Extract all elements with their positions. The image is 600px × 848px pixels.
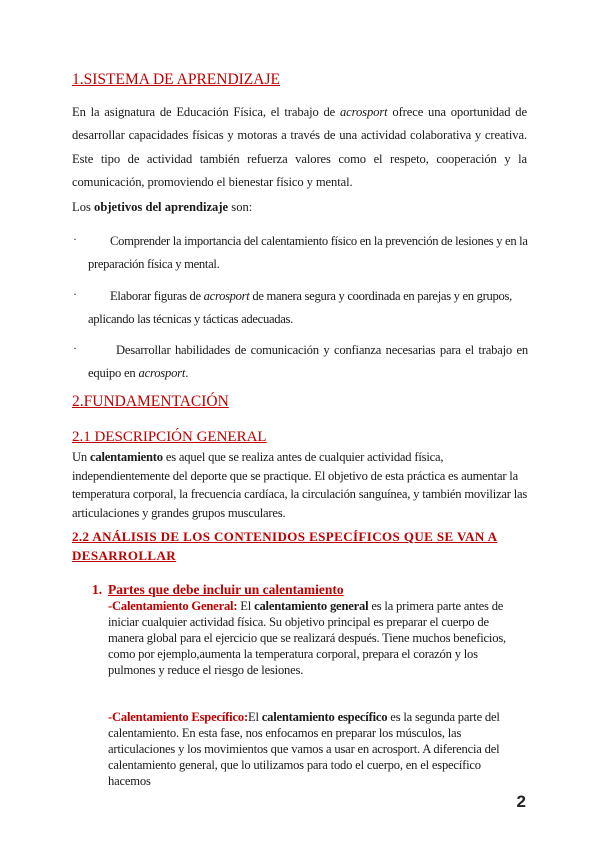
general-text-b: calentamiento general: [254, 599, 369, 613]
descripcion-text-a: Un: [72, 450, 90, 464]
objectives-lead-c: son:: [228, 200, 253, 214]
page-number: 2: [516, 792, 526, 811]
calentamiento-especifico-paragraph: [108, 710, 526, 790]
general-text-c: es la primera parte antes de iniciar cualquier actividad física. Su objetivo principal es preparar el cuerpo de manera global para el ejercicio que se realizará después. Tiene muchos beneficios, como por ejemplo,aumenta la temperatura corporal, prepara el corazón y los pulmones y reduce el riesgo de lesiones.: [108, 599, 506, 677]
bullet-marker: ·: [73, 287, 77, 301]
objective-text-c: .: [185, 366, 189, 381]
section-title-fundamentacion: 2.FUNDAMENTACIÓN: [72, 393, 229, 410]
objective-text-a: Elaborar figuras de: [110, 289, 204, 303]
objectives-lead-a: Los: [72, 200, 95, 214]
list-number: 1.: [92, 582, 103, 597]
section-title-sistema: 1.SISTEMA DE APRENDIZAJE: [72, 71, 280, 88]
descripcion-paragraph: [72, 448, 532, 522]
calentamiento-general-label: -Calentamiento General:: [108, 599, 238, 613]
intro-text-b: acrosport: [339, 105, 388, 119]
objective-text-b: acrosport: [203, 289, 250, 303]
subsection-title-analisis: 2.2 ANÁLISIS DE LOS CONTENIDOS ESPECÍFICOS QUE SE VAN A DESARROLLAR: [72, 529, 498, 563]
objectives-lead-b: objetivos del aprendizaje: [94, 200, 229, 214]
objective-item: [88, 339, 528, 386]
subsection-title-descripcion: 2.1 DESCRIPCIÓN GENERAL: [72, 429, 267, 445]
descripcion-text-b: calentamiento: [89, 450, 163, 464]
bullet-marker: ·: [73, 341, 77, 355]
list-title: Partes que debe incluir un calentamiento: [108, 582, 344, 597]
objective-text-b: acrosport: [138, 366, 186, 381]
intro-text-c: ofrece una oportunidad de desarrollar capacidades físicas y motoras a través de una actividad colaborativa y creativa. Este tipo de actividad también refuerza valores como el respeto, cooperación y la comunicación, promoviendo el bienestar físico y mental.: [72, 105, 527, 190]
objective-text-a: Comprender la importancia del calentamiento físico en la prevención de lesiones y en la preparación física y mental.: [88, 234, 528, 272]
general-text-a: El: [237, 599, 255, 613]
calentamiento-general-paragraph: [108, 599, 518, 679]
bullet-marker: ·: [73, 232, 77, 246]
intro-text-a: En la asignatura de Educación Física, el trabajo de: [72, 105, 340, 119]
objective-item: [88, 285, 533, 332]
objective-item: [88, 230, 533, 277]
especifico-text-a: El: [247, 710, 262, 724]
calentamiento-especifico-label: -Calentamiento Específico:: [108, 710, 248, 724]
especifico-text-c: es la segunda parte del calentamiento. En esta fase, nos enfocamos en preparar los músculos, las articulaciones y los movimientos que vamos a usar en acrosport. A diferencia del calentamiento general, que lo utilizamos para todo el cuerpo, en el específico hacemos: [108, 710, 500, 788]
especifico-text-b: calentamiento específico: [261, 710, 388, 724]
intro-paragraph: [72, 101, 527, 195]
objective-text-a: Desarrollar habilidades de comunicación y confianza necesarias para el trabajo en equipo en: [88, 343, 528, 381]
objective-text-c: de manera segura y coordinada en parejas y en grupos, aplicando las técnicas y tácticas adecuadas.: [88, 289, 512, 327]
objectives-lead: [72, 200, 252, 215]
descripcion-text-c: es aquel que se realiza antes de cualquier actividad física, independientemente del deporte que se practique. El objetivo de esta práctica es aumentar la temperatura corporal, la frecuencia cardíaca, la circulación sanguínea, y también movilizar las articulaciones y grandes grupos musculares.: [72, 450, 528, 520]
